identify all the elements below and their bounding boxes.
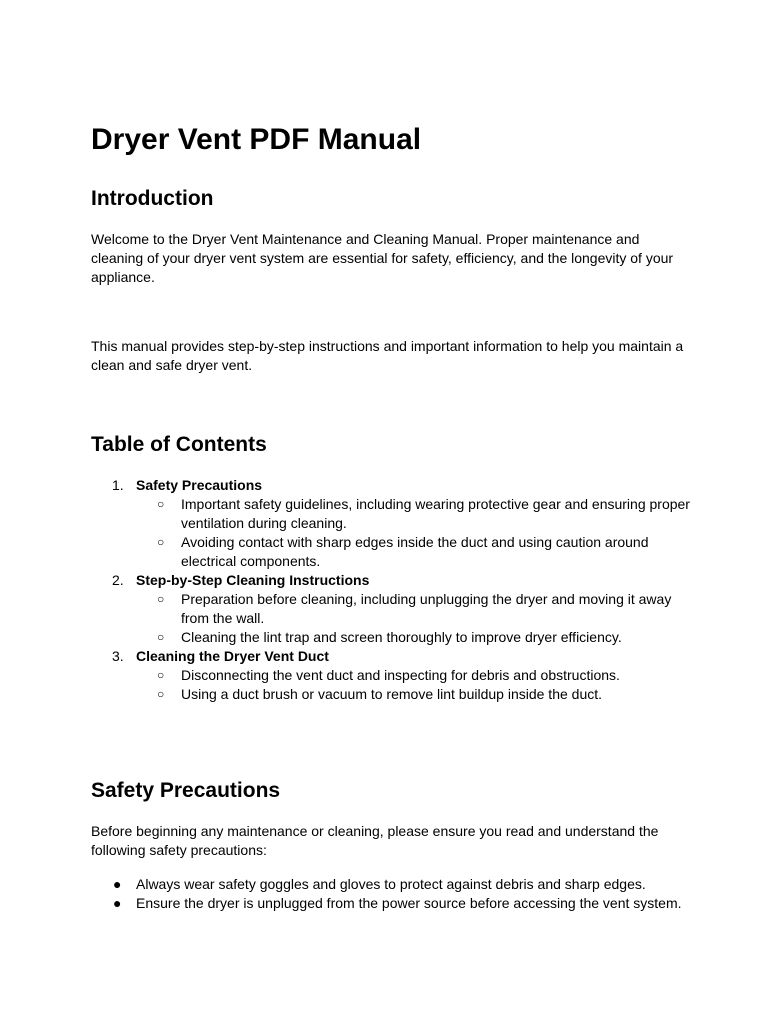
document-title: Dryer Vent PDF Manual xyxy=(91,123,422,156)
toc-subitem-text: Using a duct brush or vacuum to remove lint buildup inside the duct. xyxy=(181,686,603,702)
introduction-paragraph-1: Welcome to the Dryer Vent Maintenance and Cleaning Manual. Proper maintenance and cleaning of your dryer vent system are essential for safety, efficiency, and the longevity of your appliance. xyxy=(91,231,674,285)
toc-heading: Table of Contents xyxy=(91,433,267,456)
toc-subitems xyxy=(136,495,691,571)
toc-subitems xyxy=(136,590,691,647)
introduction-heading: Introduction xyxy=(91,187,214,210)
toc-subitem-text: Cleaning the lint trap and screen thoroughly to improve dryer efficiency. xyxy=(181,629,622,645)
introduction-paragraph-2: This manual provides step-by-step instructions and important information to help you maintain a clean and safe dryer vent. xyxy=(91,338,684,373)
toc-subitem xyxy=(136,628,691,647)
toc-subitem xyxy=(136,533,691,571)
toc-subitem xyxy=(136,495,691,533)
circle-bullet-icon: ○ xyxy=(157,535,165,549)
toc-subitem xyxy=(136,666,691,685)
circle-bullet-icon: ○ xyxy=(157,630,165,644)
toc-subitem xyxy=(136,685,691,704)
toc-subitem-text: Important safety guidelines, including wearing protective gear and ensuring proper ventilation during cleaning. xyxy=(181,496,690,531)
circle-bullet-icon: ○ xyxy=(157,497,165,511)
toc-item-number: 2. xyxy=(112,572,124,588)
list-item-text: Ensure the dryer is unplugged from the power source before accessing the vent system. xyxy=(136,895,682,911)
bullet-icon: ● xyxy=(113,876,122,892)
toc-item-number: 3. xyxy=(112,648,124,664)
toc-item-number: 1. xyxy=(112,477,124,493)
list-item-text: Always wear safety goggles and gloves to protect against debris and sharp edges. xyxy=(136,876,646,892)
toc-item-title: Safety Precautions xyxy=(136,477,263,493)
toc-item xyxy=(91,647,691,704)
toc-item xyxy=(91,571,691,647)
bullet-icon: ● xyxy=(113,895,122,911)
toc-item xyxy=(91,476,691,571)
toc-subitem-text: Disconnecting the vent duct and inspecting for debris and obstructions. xyxy=(181,667,620,683)
safety-bullet-list xyxy=(91,875,691,913)
circle-bullet-icon: ○ xyxy=(157,668,165,682)
toc-item-title: Cleaning the Dryer Vent Duct xyxy=(136,648,329,664)
toc-subitem-text: Preparation before cleaning, including unplugging the dryer and moving it away from the wall. xyxy=(181,591,672,626)
table-of-contents xyxy=(91,476,691,704)
toc-subitems xyxy=(136,666,691,704)
list-item xyxy=(91,894,691,913)
toc-subitem-text: Avoiding contact with sharp edges inside the duct and using caution around electrical components. xyxy=(181,534,649,569)
toc-item-title: Step-by-Step Cleaning Instructions xyxy=(136,572,370,588)
safety-intro: Before beginning any maintenance or cleaning, please ensure you read and understand the following safety precautions: xyxy=(91,823,659,858)
circle-bullet-icon: ○ xyxy=(157,687,165,701)
safety-heading: Safety Precautions xyxy=(91,779,281,802)
list-item xyxy=(91,875,691,894)
circle-bullet-icon: ○ xyxy=(157,592,165,606)
toc-subitem xyxy=(136,590,691,628)
